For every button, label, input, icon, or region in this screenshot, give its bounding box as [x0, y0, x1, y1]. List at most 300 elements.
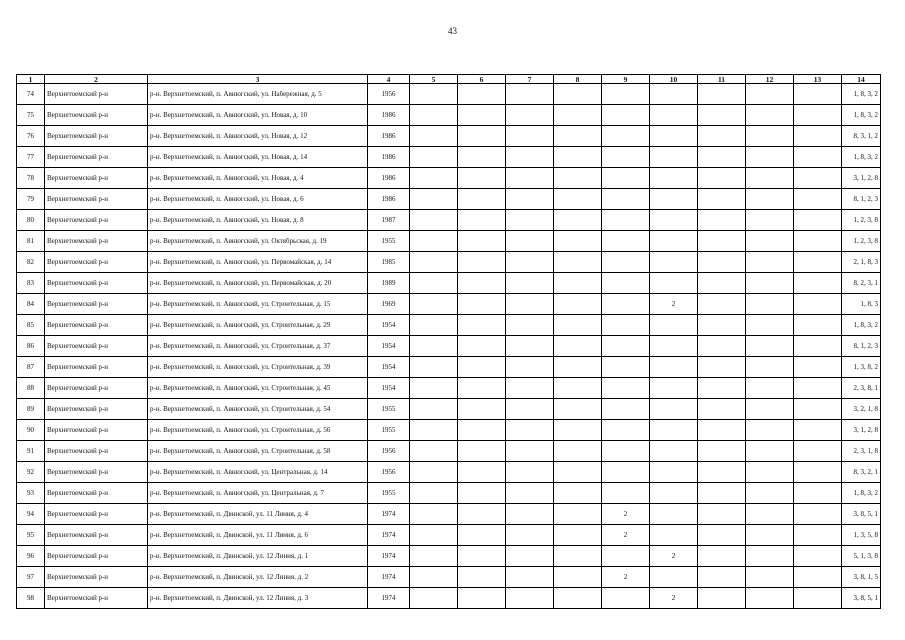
- row-number-cell: 88: [17, 378, 45, 399]
- col8-cell: [554, 273, 602, 294]
- codes-cell: 3, 1, 2, 8: [842, 168, 881, 189]
- col6-cell: [458, 546, 506, 567]
- col9-cell: [602, 126, 650, 147]
- col13-cell: [794, 231, 842, 252]
- table-row: [17, 378, 881, 399]
- col6-cell: [458, 84, 506, 105]
- col8-cell: [554, 126, 602, 147]
- col11-cell: [698, 273, 746, 294]
- codes-cell: 8, 3, 2, 1: [842, 462, 881, 483]
- district-cell: Верхнетоемский р-н: [45, 231, 148, 252]
- col9-cell: [602, 399, 650, 420]
- col6-cell: [458, 441, 506, 462]
- col7-cell: [506, 588, 554, 609]
- col13-cell: [794, 441, 842, 462]
- column-header-6: 6: [458, 75, 506, 84]
- row-number-cell: 75: [17, 105, 45, 126]
- district-cell: Верхнетоемский р-н: [45, 84, 148, 105]
- col7-cell: [506, 294, 554, 315]
- address-cell-text: р-н. Верхнетоемский, п. Авнюгский, ул. Новая, д. 14: [150, 153, 308, 161]
- address-cell: [148, 189, 368, 210]
- address-cell: [148, 525, 368, 546]
- col5-cell: [410, 315, 458, 336]
- codes-cell: 8, 1, 2, 3: [842, 336, 881, 357]
- col6-cell: [458, 252, 506, 273]
- col9-cell: [602, 231, 650, 252]
- col9-cell: [602, 420, 650, 441]
- address-cell: [148, 546, 368, 567]
- col6-cell: [458, 210, 506, 231]
- col7-cell: [506, 105, 554, 126]
- address-cell: [148, 357, 368, 378]
- col13-cell: [794, 336, 842, 357]
- row-number-cell: 86: [17, 336, 45, 357]
- col8-cell: [554, 462, 602, 483]
- district-cell: Верхнетоемский р-н: [45, 525, 148, 546]
- col11-cell: [698, 294, 746, 315]
- codes-cell: 8, 3, 1, 2: [842, 126, 881, 147]
- address-cell-text: р-н. Верхнетоемский, п. Авнюгский, ул. Первомайская, д. 14: [150, 258, 332, 266]
- year-cell: 1974: [368, 546, 410, 567]
- col8-cell: [554, 252, 602, 273]
- col8-cell: [554, 105, 602, 126]
- codes-cell: 3, 8, 5, 1: [842, 504, 881, 525]
- codes-cell: 3, 2, 1, 8: [842, 399, 881, 420]
- address-cell: [148, 567, 368, 588]
- district-cell: Верхнетоемский р-н: [45, 588, 148, 609]
- codes-cell: 1, 3, 8, 2: [842, 357, 881, 378]
- address-cell-text: р-н. Верхнетоемский, п. Двинской, ул. 12 Линия, д. 3: [150, 594, 309, 602]
- col7-cell: [506, 399, 554, 420]
- address-cell-text: р-н. Верхнетоемский, п. Авнюгский, ул. Новая, д. 8: [150, 216, 304, 224]
- col12-cell: [746, 357, 794, 378]
- col11-cell: [698, 420, 746, 441]
- year-cell: 1954: [368, 357, 410, 378]
- col10-cell: [650, 252, 698, 273]
- col7-cell: [506, 126, 554, 147]
- district-cell: Верхнетоемский р-н: [45, 147, 148, 168]
- col6-cell: [458, 315, 506, 336]
- col13-cell: [794, 126, 842, 147]
- year-cell: 1986: [368, 147, 410, 168]
- col12-cell: [746, 105, 794, 126]
- col11-cell: [698, 126, 746, 147]
- col5-cell: [410, 441, 458, 462]
- col6-cell: [458, 147, 506, 168]
- address-cell-text: р-н. Верхнетоемский, п. Авнюгский, ул. Новая, д. 12: [150, 132, 308, 140]
- address-cell: [148, 126, 368, 147]
- col9-cell: [602, 441, 650, 462]
- column-header-5: 5: [410, 75, 458, 84]
- row-number-cell: 77: [17, 147, 45, 168]
- col11-cell: [698, 441, 746, 462]
- col13-cell: [794, 84, 842, 105]
- col8-cell: [554, 378, 602, 399]
- col8-cell: [554, 189, 602, 210]
- col7-cell: [506, 357, 554, 378]
- address-cell: [148, 252, 368, 273]
- address-cell-text: р-н. Верхнетоемский, п. Двинской, ул. 12 Линия, д. 1: [150, 552, 309, 560]
- table-row: [17, 588, 881, 609]
- col8-cell: [554, 147, 602, 168]
- col13-cell: [794, 252, 842, 273]
- table-row: [17, 252, 881, 273]
- year-cell: 1954: [368, 315, 410, 336]
- col5-cell: [410, 336, 458, 357]
- col9-cell: [602, 168, 650, 189]
- col9-cell: [602, 357, 650, 378]
- col5-cell: [410, 357, 458, 378]
- district-cell: Верхнетоемский р-н: [45, 105, 148, 126]
- address-cell-text: р-н. Верхнетоемский, п. Двинской, ул. 11 Линия, д. 4: [150, 510, 308, 518]
- col11-cell: [698, 525, 746, 546]
- year-cell: 1986: [368, 126, 410, 147]
- col11-cell: [698, 168, 746, 189]
- col6-cell: [458, 420, 506, 441]
- table-row: [17, 504, 881, 525]
- column-header-12: 12: [746, 75, 794, 84]
- col5-cell: [410, 567, 458, 588]
- col6-cell: [458, 357, 506, 378]
- district-cell: Верхнетоемский р-н: [45, 399, 148, 420]
- col9-cell: 2: [602, 525, 650, 546]
- col11-cell: [698, 105, 746, 126]
- row-number-cell: 96: [17, 546, 45, 567]
- col6-cell: [458, 336, 506, 357]
- col9-cell: [602, 336, 650, 357]
- row-number-cell: 87: [17, 357, 45, 378]
- col8-cell: [554, 84, 602, 105]
- col10-cell: [650, 525, 698, 546]
- col12-cell: [746, 441, 794, 462]
- table-row: [17, 210, 881, 231]
- district-cell: Верхнетоемский р-н: [45, 168, 148, 189]
- table-row: [17, 420, 881, 441]
- col9-cell: [602, 462, 650, 483]
- col8-cell: [554, 588, 602, 609]
- col6-cell: [458, 504, 506, 525]
- col9-cell: 2: [602, 504, 650, 525]
- district-cell: Верхнетоемский р-н: [45, 210, 148, 231]
- col12-cell: [746, 504, 794, 525]
- col13-cell: [794, 357, 842, 378]
- table-row: [17, 294, 881, 315]
- district-cell: Верхнетоемский р-н: [45, 567, 148, 588]
- col10-cell: [650, 273, 698, 294]
- column-header-13: 13: [794, 75, 842, 84]
- col7-cell: [506, 315, 554, 336]
- row-number-cell: 92: [17, 462, 45, 483]
- table-row: [17, 336, 881, 357]
- col7-cell: [506, 525, 554, 546]
- table-row: [17, 441, 881, 462]
- col12-cell: [746, 420, 794, 441]
- row-number-cell: 82: [17, 252, 45, 273]
- col11-cell: [698, 336, 746, 357]
- col5-cell: [410, 189, 458, 210]
- column-header-1: 1: [17, 75, 45, 84]
- col12-cell: [746, 399, 794, 420]
- col6-cell: [458, 588, 506, 609]
- codes-cell: 3, 8, 5, 1: [842, 588, 881, 609]
- col7-cell: [506, 378, 554, 399]
- codes-cell: 1, 8, 3: [842, 294, 881, 315]
- year-cell: 1969: [368, 294, 410, 315]
- col12-cell: [746, 126, 794, 147]
- col12-cell: [746, 231, 794, 252]
- col5-cell: [410, 273, 458, 294]
- district-cell: Верхнетоемский р-н: [45, 483, 148, 504]
- address-cell: [148, 315, 368, 336]
- address-cell-text: р-н. Верхнетоемский, п. Авнюгский, ул. Центральная, д. 14: [150, 468, 328, 476]
- col11-cell: [698, 147, 746, 168]
- col10-cell: [650, 126, 698, 147]
- district-cell: Верхнетоемский р-н: [45, 546, 148, 567]
- year-cell: 1955: [368, 399, 410, 420]
- row-number-cell: 94: [17, 504, 45, 525]
- col5-cell: [410, 147, 458, 168]
- col10-cell: [650, 189, 698, 210]
- year-cell: 1955: [368, 231, 410, 252]
- col7-cell: [506, 231, 554, 252]
- table-row: [17, 84, 881, 105]
- year-cell: 1989: [368, 273, 410, 294]
- col10-cell: 2: [650, 294, 698, 315]
- col13-cell: [794, 105, 842, 126]
- col7-cell: [506, 504, 554, 525]
- col11-cell: [698, 378, 746, 399]
- table-header-row: [17, 75, 881, 84]
- col8-cell: [554, 504, 602, 525]
- col5-cell: [410, 588, 458, 609]
- codes-cell: 2, 1, 8, 3: [842, 252, 881, 273]
- district-cell: Верхнетоемский р-н: [45, 126, 148, 147]
- col12-cell: [746, 315, 794, 336]
- col10-cell: 2: [650, 546, 698, 567]
- row-number-cell: 93: [17, 483, 45, 504]
- address-cell-text: р-н. Верхнетоемский, п. Авнюгский, ул. Строительная, д. 15: [150, 300, 331, 308]
- year-cell: 1974: [368, 588, 410, 609]
- codes-cell: 1, 8, 3, 2: [842, 105, 881, 126]
- col11-cell: [698, 567, 746, 588]
- col9-cell: [602, 252, 650, 273]
- col12-cell: [746, 273, 794, 294]
- col11-cell: [698, 252, 746, 273]
- col12-cell: [746, 567, 794, 588]
- col13-cell: [794, 525, 842, 546]
- codes-cell: 8, 1, 2, 3: [842, 189, 881, 210]
- col9-cell: [602, 588, 650, 609]
- col12-cell: [746, 84, 794, 105]
- district-cell: Верхнетоемский р-н: [45, 189, 148, 210]
- col8-cell: [554, 294, 602, 315]
- year-cell: 1986: [368, 189, 410, 210]
- address-cell-text: р-н. Верхнетоемский, п. Двинской, ул. 12 Линия, д. 2: [150, 573, 309, 581]
- codes-cell: 8, 2, 3, 1: [842, 273, 881, 294]
- col11-cell: [698, 357, 746, 378]
- col13-cell: [794, 504, 842, 525]
- col11-cell: [698, 399, 746, 420]
- address-cell-text: р-н. Верхнетоемский, п. Авнюгский, ул. Новая, д. 6: [150, 195, 304, 203]
- address-cell-text: р-н. Верхнетоемский, п. Авнюгский, ул. Первомайская, д. 20: [150, 279, 332, 287]
- col8-cell: [554, 210, 602, 231]
- col5-cell: [410, 252, 458, 273]
- table-row: [17, 399, 881, 420]
- col5-cell: [410, 231, 458, 252]
- col13-cell: [794, 399, 842, 420]
- row-number-cell: 78: [17, 168, 45, 189]
- year-cell: 1956: [368, 441, 410, 462]
- column-header-11: 11: [698, 75, 746, 84]
- col11-cell: [698, 315, 746, 336]
- col13-cell: [794, 189, 842, 210]
- address-cell: [148, 378, 368, 399]
- address-cell: [148, 441, 368, 462]
- row-number-cell: 98: [17, 588, 45, 609]
- col10-cell: [650, 357, 698, 378]
- codes-cell: 2, 3, 8, 1: [842, 378, 881, 399]
- col8-cell: [554, 420, 602, 441]
- col9-cell: [602, 483, 650, 504]
- register-table: [16, 74, 881, 609]
- col7-cell: [506, 546, 554, 567]
- col6-cell: [458, 483, 506, 504]
- col5-cell: [410, 420, 458, 441]
- row-number-cell: 89: [17, 399, 45, 420]
- col13-cell: [794, 483, 842, 504]
- col8-cell: [554, 399, 602, 420]
- table-row: [17, 273, 881, 294]
- col9-cell: 2: [602, 567, 650, 588]
- col11-cell: [698, 210, 746, 231]
- column-header-3: 3: [148, 75, 368, 84]
- col7-cell: [506, 168, 554, 189]
- col6-cell: [458, 399, 506, 420]
- col8-cell: [554, 231, 602, 252]
- col13-cell: [794, 147, 842, 168]
- col7-cell: [506, 189, 554, 210]
- col6-cell: [458, 378, 506, 399]
- col10-cell: [650, 315, 698, 336]
- col10-cell: [650, 483, 698, 504]
- col9-cell: [602, 210, 650, 231]
- year-cell: 1986: [368, 105, 410, 126]
- col13-cell: [794, 315, 842, 336]
- row-number-cell: 95: [17, 525, 45, 546]
- address-cell: [148, 273, 368, 294]
- table-row: [17, 483, 881, 504]
- col8-cell: [554, 483, 602, 504]
- address-cell-text: р-н. Верхнетоемский, п. Авнюгский, ул. Октябрьская, д. 19: [150, 237, 327, 245]
- table-row: [17, 147, 881, 168]
- col8-cell: [554, 441, 602, 462]
- codes-cell: 1, 8, 3, 2: [842, 315, 881, 336]
- codes-cell: 1, 8, 3, 2: [842, 147, 881, 168]
- address-cell-text: р-н. Верхнетоемский, п. Авнюгский, ул. Строительная, д. 58: [150, 447, 331, 455]
- col13-cell: [794, 567, 842, 588]
- col6-cell: [458, 126, 506, 147]
- col12-cell: [746, 252, 794, 273]
- row-number-cell: 90: [17, 420, 45, 441]
- col9-cell: [602, 84, 650, 105]
- address-cell: [148, 462, 368, 483]
- col10-cell: [650, 441, 698, 462]
- col13-cell: [794, 294, 842, 315]
- col5-cell: [410, 84, 458, 105]
- col7-cell: [506, 483, 554, 504]
- col10-cell: [650, 168, 698, 189]
- col10-cell: 2: [650, 588, 698, 609]
- codes-cell: 5, 1, 3, 8: [842, 546, 881, 567]
- district-cell: Верхнетоемский р-н: [45, 357, 148, 378]
- year-cell: 1974: [368, 567, 410, 588]
- year-cell: 1956: [368, 462, 410, 483]
- col10-cell: [650, 84, 698, 105]
- address-cell: [148, 399, 368, 420]
- address-cell-text: р-н. Верхнетоемский, п. Авнюгский, ул. Строительная, д. 37: [150, 342, 331, 350]
- col11-cell: [698, 84, 746, 105]
- col5-cell: [410, 483, 458, 504]
- codes-cell: 1, 2, 3, 8: [842, 231, 881, 252]
- col12-cell: [746, 210, 794, 231]
- row-number-cell: 91: [17, 441, 45, 462]
- year-cell: 1956: [368, 84, 410, 105]
- row-number-cell: 85: [17, 315, 45, 336]
- col11-cell: [698, 546, 746, 567]
- address-cell-text: р-н. Верхнетоемский, п. Двинской, ул. 11 Линия, д. 6: [150, 531, 308, 539]
- column-header-14: 14: [842, 75, 881, 84]
- table-row: [17, 567, 881, 588]
- col11-cell: [698, 462, 746, 483]
- col7-cell: [506, 210, 554, 231]
- codes-cell: 2, 3, 1, 8: [842, 441, 881, 462]
- column-header-10: 10: [650, 75, 698, 84]
- col10-cell: [650, 378, 698, 399]
- district-cell: Верхнетоемский р-н: [45, 273, 148, 294]
- col7-cell: [506, 441, 554, 462]
- district-cell: Верхнетоемский р-н: [45, 252, 148, 273]
- column-header-4: 4: [368, 75, 410, 84]
- table-row: [17, 231, 881, 252]
- col7-cell: [506, 273, 554, 294]
- address-cell: [148, 294, 368, 315]
- col5-cell: [410, 462, 458, 483]
- col11-cell: [698, 231, 746, 252]
- table-row: [17, 462, 881, 483]
- codes-cell: 1, 8, 3, 2: [842, 84, 881, 105]
- address-cell: [148, 147, 368, 168]
- district-cell: Верхнетоемский р-н: [45, 504, 148, 525]
- col12-cell: [746, 588, 794, 609]
- page-number: 43: [448, 26, 457, 36]
- col13-cell: [794, 378, 842, 399]
- col6-cell: [458, 525, 506, 546]
- col8-cell: [554, 546, 602, 567]
- codes-cell: 1, 3, 5, 8: [842, 525, 881, 546]
- address-cell-text: р-н. Верхнетоемский, п. Авнюгский, ул. Строительная, д. 54: [150, 405, 331, 413]
- col5-cell: [410, 294, 458, 315]
- address-cell: [148, 84, 368, 105]
- table-body: [17, 84, 881, 609]
- col12-cell: [746, 336, 794, 357]
- col8-cell: [554, 168, 602, 189]
- address-cell-text: р-н. Верхнетоемский, п. Авнюгский, ул. Строительная, д. 45: [150, 384, 331, 392]
- column-header-9: 9: [602, 75, 650, 84]
- row-number-cell: 97: [17, 567, 45, 588]
- codes-cell: 1, 8, 3, 2: [842, 483, 881, 504]
- col12-cell: [746, 168, 794, 189]
- col13-cell: [794, 168, 842, 189]
